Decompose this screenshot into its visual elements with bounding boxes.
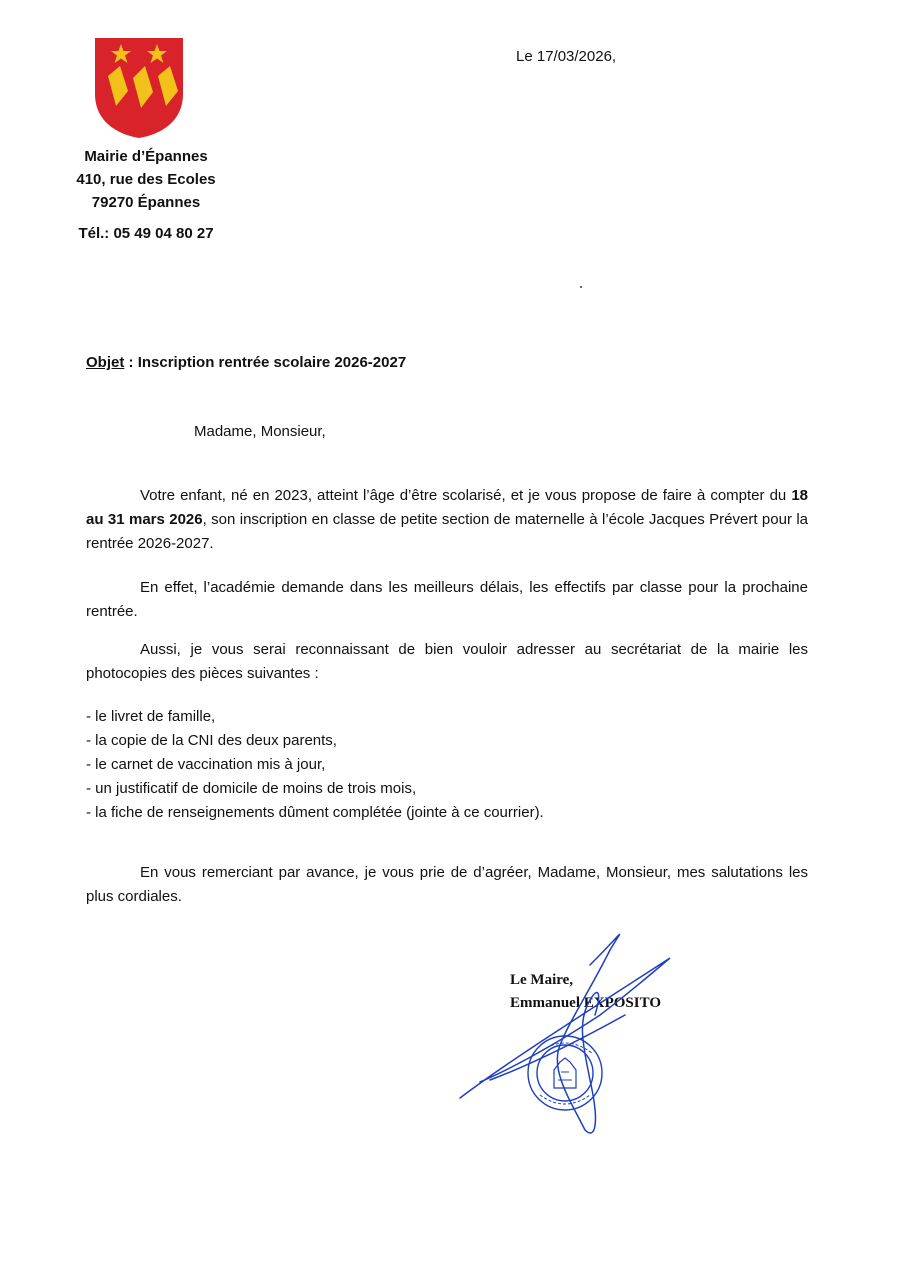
- list-item: - le carnet de vaccination mis à jour,: [86, 756, 326, 773]
- mairie-phone: Tél.: 05 49 04 80 27: [78, 225, 214, 242]
- letter-date: Le 17/03/2026,: [516, 48, 617, 65]
- paragraph-request: Aussi, je vous serai reconnaissant de bien vouloir adresser au secrétariat de la mairie les photocopies des pièces suivantes :: [86, 641, 808, 682]
- subject-line: [86, 354, 406, 371]
- mairie-street: 410, rue des Ecoles: [76, 171, 216, 188]
- paragraph-enrollment: [86, 484, 808, 556]
- stray-dot: [580, 286, 582, 288]
- list-item: - la fiche de renseignements dûment complétée (jointe à ce courrier).: [86, 804, 544, 821]
- list-item: - le livret de famille,: [86, 708, 216, 725]
- mairie-city: 79270 Épannes: [91, 194, 201, 211]
- list-item: - un justificatif de domicile de moins de trois mois,: [86, 780, 417, 797]
- enrollment-dates: 18 au 31 mars 2026: [86, 487, 808, 528]
- paragraph-enrollment-part1: Votre enfant, né en 2023, atteint l’âge d’être scolarisé, et je vous propose de faire à compter du: [140, 487, 792, 504]
- coat-of-arms-logo: [93, 36, 185, 140]
- subject-separator: :: [124, 354, 138, 371]
- documents-list: [86, 705, 544, 825]
- salutation: Madame, Monsieur,: [194, 423, 326, 440]
- paragraph-closing: En vous remerciant par avance, je vous prie de d’agréer, Madame, Monsieur, mes salutations les plus cordiales.: [86, 864, 808, 905]
- signatory-name: Emmanuel EXPOSITO: [510, 995, 662, 1011]
- signatory-title: Le Maire,: [510, 972, 574, 988]
- signature-and-stamp: [450, 930, 710, 1145]
- list-item: - la copie de la CNI des deux parents,: [86, 732, 337, 749]
- mairie-name: Mairie d’Épannes: [84, 148, 208, 165]
- paragraph-enrollment-part2: , son inscription en classe de petite section de maternelle à l’école Jacques Prévert pour la rentrée 2026-2027.: [86, 511, 809, 552]
- paragraph-academy: En effet, l’académie demande dans les meilleurs délais, les effectifs par classe pour la prochaine rentrée.: [86, 579, 808, 620]
- subject-text: Inscription rentrée scolaire 2026-2027: [137, 354, 407, 371]
- subject-label: Objet: [86, 354, 125, 371]
